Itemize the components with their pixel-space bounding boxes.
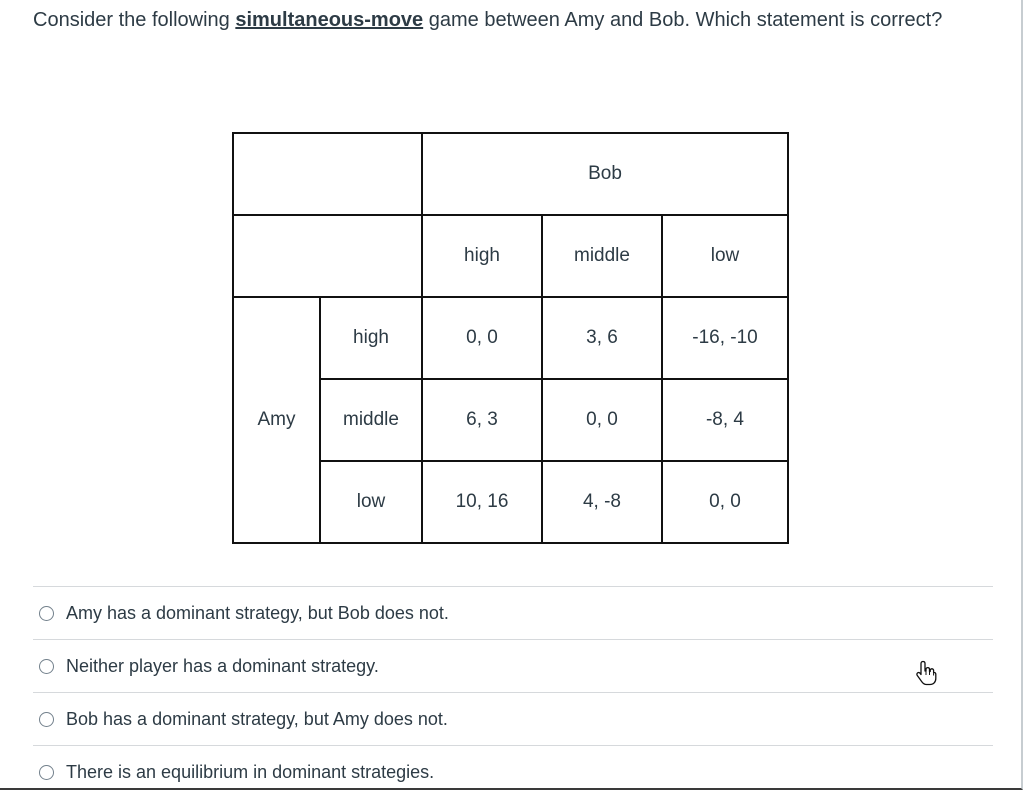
payoff-matrix [232,132,789,544]
row-strategy-middle: middle [320,379,422,461]
question-emphasis: simultaneous-move [235,9,424,31]
question-suffix: game between Amy and Bob. Which statement is correct? [423,9,943,31]
answer-label: There is an equilibrium in dominant strategies. [66,761,435,782]
radio-circle-icon[interactable] [39,606,54,621]
radio-circle-icon[interactable] [39,765,54,780]
answer-label: Bob has a dominant strategy, but Amy does not. [66,708,448,729]
payoff-cell: 3, 6 [542,297,662,379]
col-strategy-low: low [662,215,788,297]
row-strategy-low: low [320,461,422,543]
col-strategy-middle: middle [542,215,662,297]
payoff-cell: 10, 16 [422,461,542,543]
question-text [33,4,993,37]
payoff-cell: 0, 0 [662,461,788,543]
answer-option-4[interactable] [33,745,993,798]
answer-option-3[interactable] [33,692,993,745]
question-prefix: Consider the following [33,9,236,31]
radio-circle-icon[interactable] [39,712,54,727]
row-player-label: Amy [233,297,320,543]
col-strategy-high: high [422,215,542,297]
answer-label: Amy has a dominant strategy, but Bob does not. [66,602,449,623]
answer-option-2[interactable] [33,639,993,692]
radio-circle-icon[interactable] [39,659,54,674]
empty-corner-cell [233,133,422,215]
payoff-cell: 4, -8 [542,461,662,543]
payoff-cell: 0, 0 [542,379,662,461]
answer-option-1[interactable] [33,586,993,639]
payoff-cell: -8, 4 [662,379,788,461]
answer-label: Neither player has a dominant strategy. [66,655,379,676]
hand-pointer-icon [915,660,937,686]
empty-corner-cell [233,215,422,297]
payoff-cell: 0, 0 [422,297,542,379]
payoff-cell: -16, -10 [662,297,788,379]
col-player-label: Bob [422,133,788,215]
answer-list [33,586,993,798]
row-strategy-high: high [320,297,422,379]
payoff-cell: 6, 3 [422,379,542,461]
